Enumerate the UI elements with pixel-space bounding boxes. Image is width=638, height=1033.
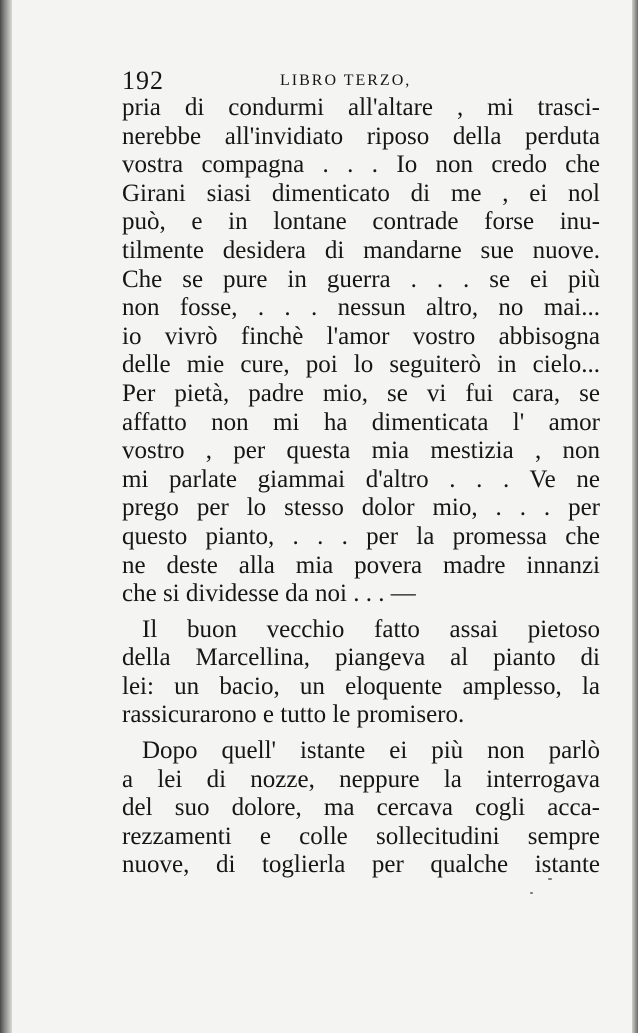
page-number: 192 xyxy=(122,66,164,95)
book-page xyxy=(122,66,600,880)
text-line: può, e in lontane contrade forse inu- xyxy=(122,208,600,236)
text-line: lei: un bacio, un eloquente amplesso, la xyxy=(122,672,600,700)
text-line: prego per lo stesso dolor mio, . . . per xyxy=(122,494,600,522)
text-line: Girani siasi dimenticato di me , ei nol xyxy=(122,179,600,207)
text-body xyxy=(122,94,600,880)
text-line: pria di condurmi all'altare , mi trasci- xyxy=(122,94,600,121)
text-line: della Marcellina, piangeva al pianto di xyxy=(122,644,600,672)
text-line: vostro , per questa mia mestizia , non xyxy=(122,437,600,465)
text-line: Che se pure in guerra . . . se ei più xyxy=(122,265,600,293)
text-line: io vivrò finchè l'amor vostro abbisogna xyxy=(122,322,600,350)
paragraph xyxy=(122,616,600,730)
text-line: Per pietà, padre mio, se vi fui cara, se xyxy=(122,379,600,407)
text-line: Dopo quell' istante ei più non parlò xyxy=(142,737,600,765)
text-line: mi parlate giammai d'altro . . . Ve ne xyxy=(122,465,600,493)
paragraph xyxy=(122,94,600,609)
text-line: vostra compagna . . . Io non credo che xyxy=(122,151,600,179)
running-title: LIBRO TERZO, xyxy=(280,72,412,89)
text-line: a lei di nozze, neppure la interrogava xyxy=(122,765,600,793)
book-edge-right xyxy=(632,0,638,1033)
text-line: ne deste alla mia povera madre innanzi xyxy=(122,551,600,579)
text-line: tilmente desidera di mandarne sue nuove. xyxy=(122,236,600,264)
text-line: nerebbe all'invidiato riposo della perduta xyxy=(122,122,600,150)
text-line: affatto non mi ha dimenticata l' amor xyxy=(122,408,600,436)
text-line: Il buon vecchio fatto assai pietoso xyxy=(142,615,600,643)
book-gutter-left xyxy=(0,0,12,1033)
paragraph xyxy=(122,737,600,880)
text-line: nuove, di toglierla per qualche istante xyxy=(122,851,600,879)
text-line: rezzamenti e colle sollecitudini sempre xyxy=(122,822,600,850)
print-speck xyxy=(548,878,552,880)
text-line: del suo dolore, ma cercava cogli acca- xyxy=(122,794,600,822)
text-line: rassicurarono e tutto le promisero. xyxy=(122,701,465,729)
text-line: questo pianto, . . . per la promessa che xyxy=(122,522,600,550)
running-head xyxy=(122,66,600,94)
print-speck xyxy=(530,892,533,894)
text-line: non fosse, . . . nessun altro, no mai... xyxy=(122,294,600,322)
text-line: che si dividesse da noi . . . — xyxy=(122,580,416,608)
text-line: delle mie cure, poi lo seguiterò in cielo... xyxy=(122,351,600,379)
